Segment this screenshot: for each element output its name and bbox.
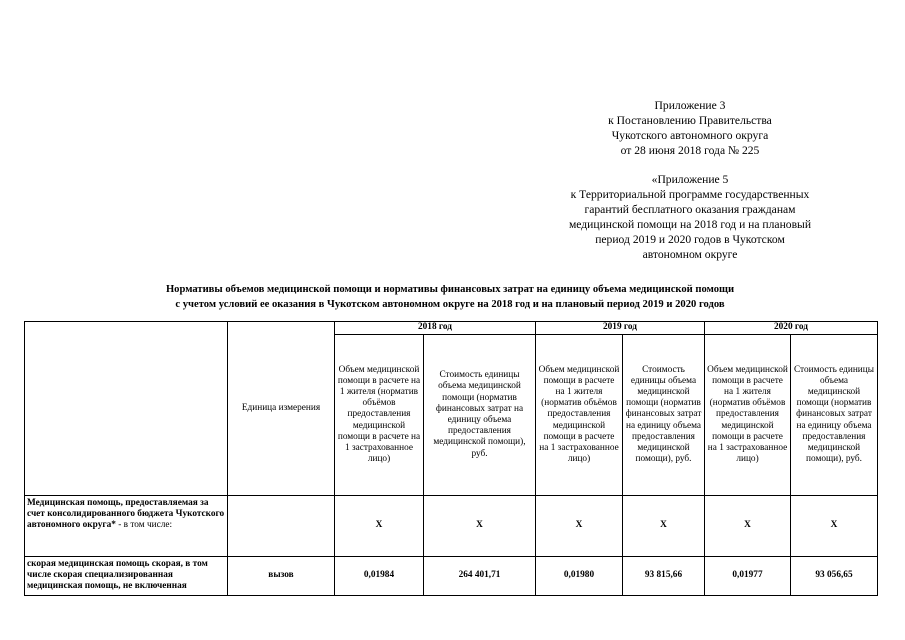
row-value: 93 815,66	[623, 557, 705, 596]
appendix5-line: «Приложение 5	[651, 173, 729, 186]
header-volume-2020: Объем медицинской помощи в расчете на 1 жителя (норматив объёмов предоставления медицинской помощи в расчете на 1 застрахованное лицо)	[705, 335, 791, 496]
header-cost-2019: Стоимость единицы объема медицинской помощи (норматив финансовых затрат на единицу объема предоставления медицинской помощи), руб.	[623, 335, 705, 496]
row-value: Х	[623, 496, 705, 557]
row-value: Х	[335, 496, 424, 557]
header-cost-2018: Стоимость единицы объема медицинской помощи (норматив финансовых затрат на единицу объема предоставления медицинской помощи), руб.	[424, 335, 536, 496]
appendix5-line: к Территориальной программе государственных	[570, 188, 810, 201]
row-value: Х	[424, 496, 536, 557]
header-cost-2020: Стоимость единицы объема медицинской помощи (норматив финансовых затрат на единицу объема предоставления медицинской помощи), руб.	[791, 335, 878, 496]
table-row	[25, 557, 878, 596]
row-value: Х	[536, 496, 623, 557]
row-name	[25, 557, 228, 596]
header-volume-2019: Объем медицинской помощи в расчете на 1 жителя (норматив объёмов предоставления медицинской помощи в расчете на 1 застрахованное лицо)	[536, 335, 623, 496]
document-title	[40, 282, 860, 312]
appendix3-line: Приложение 3	[654, 99, 726, 112]
row-value: 0,01984	[335, 557, 424, 596]
header-name-cell	[25, 322, 228, 496]
row-unit	[228, 496, 335, 557]
header-volume-2018: Объем медицинской помощи в расчете на 1 жителя (норматив объёмов предоставления медицинской помощи в расчете на 1 застрахованное лицо)	[335, 335, 424, 496]
appendix5-line: период 2019 и 2020 годов в Чукотском	[595, 233, 785, 246]
appendix-header	[530, 98, 850, 262]
row-value: Х	[705, 496, 791, 557]
appendix3-line: Чукотского автономного округа	[611, 129, 769, 142]
header-unit: Единица измерения	[228, 322, 335, 496]
row-name-bold: скорая медицинская помощь скорая, в том числе скорая специализированная медицинская помощь, не включенная	[27, 559, 208, 592]
row-value: 0,01977	[705, 557, 791, 596]
header-year-2019: 2019 год	[536, 322, 705, 335]
title-line-1: Нормативы объемов медицинской помощи и нормативы финансовых затрат на единицу объема медицинской помощи	[165, 284, 735, 295]
table-row	[25, 496, 878, 557]
appendix3-line: от 28 июня 2018 года № 225	[620, 144, 760, 157]
table-header-years	[25, 322, 878, 335]
row-name	[25, 496, 228, 557]
row-value: 93 056,65	[791, 557, 878, 596]
row-value: 264 401,71	[424, 557, 536, 596]
title-line-2: с учетом условий ее оказания в Чукотском автономном округе на 2018 год и на плановый период 2019 и 2020 годов	[175, 299, 725, 310]
spacer	[530, 158, 850, 172]
row-name-bold: Медицинская помощь, предоставляемая за счет консолидированного бюджета Чукотского автономного округа*	[27, 498, 225, 531]
row-unit: вызов	[228, 557, 335, 596]
header-year-2020: 2020 год	[705, 322, 878, 335]
appendix5-line: медицинской помощи на 2018 год и на плановый	[568, 218, 812, 231]
row-value: 0,01980	[536, 557, 623, 596]
row-value: Х	[791, 496, 878, 557]
header-year-2018: 2018 год	[335, 322, 536, 335]
appendix5-line: гарантий бесплатного оказания гражданам	[584, 203, 796, 216]
row-name-normal: - в том числе:	[115, 520, 173, 531]
appendix5-line: автономном округе	[642, 248, 738, 261]
appendix3-line: к Постановлению Правительства	[608, 114, 772, 127]
norms-table	[24, 321, 878, 596]
